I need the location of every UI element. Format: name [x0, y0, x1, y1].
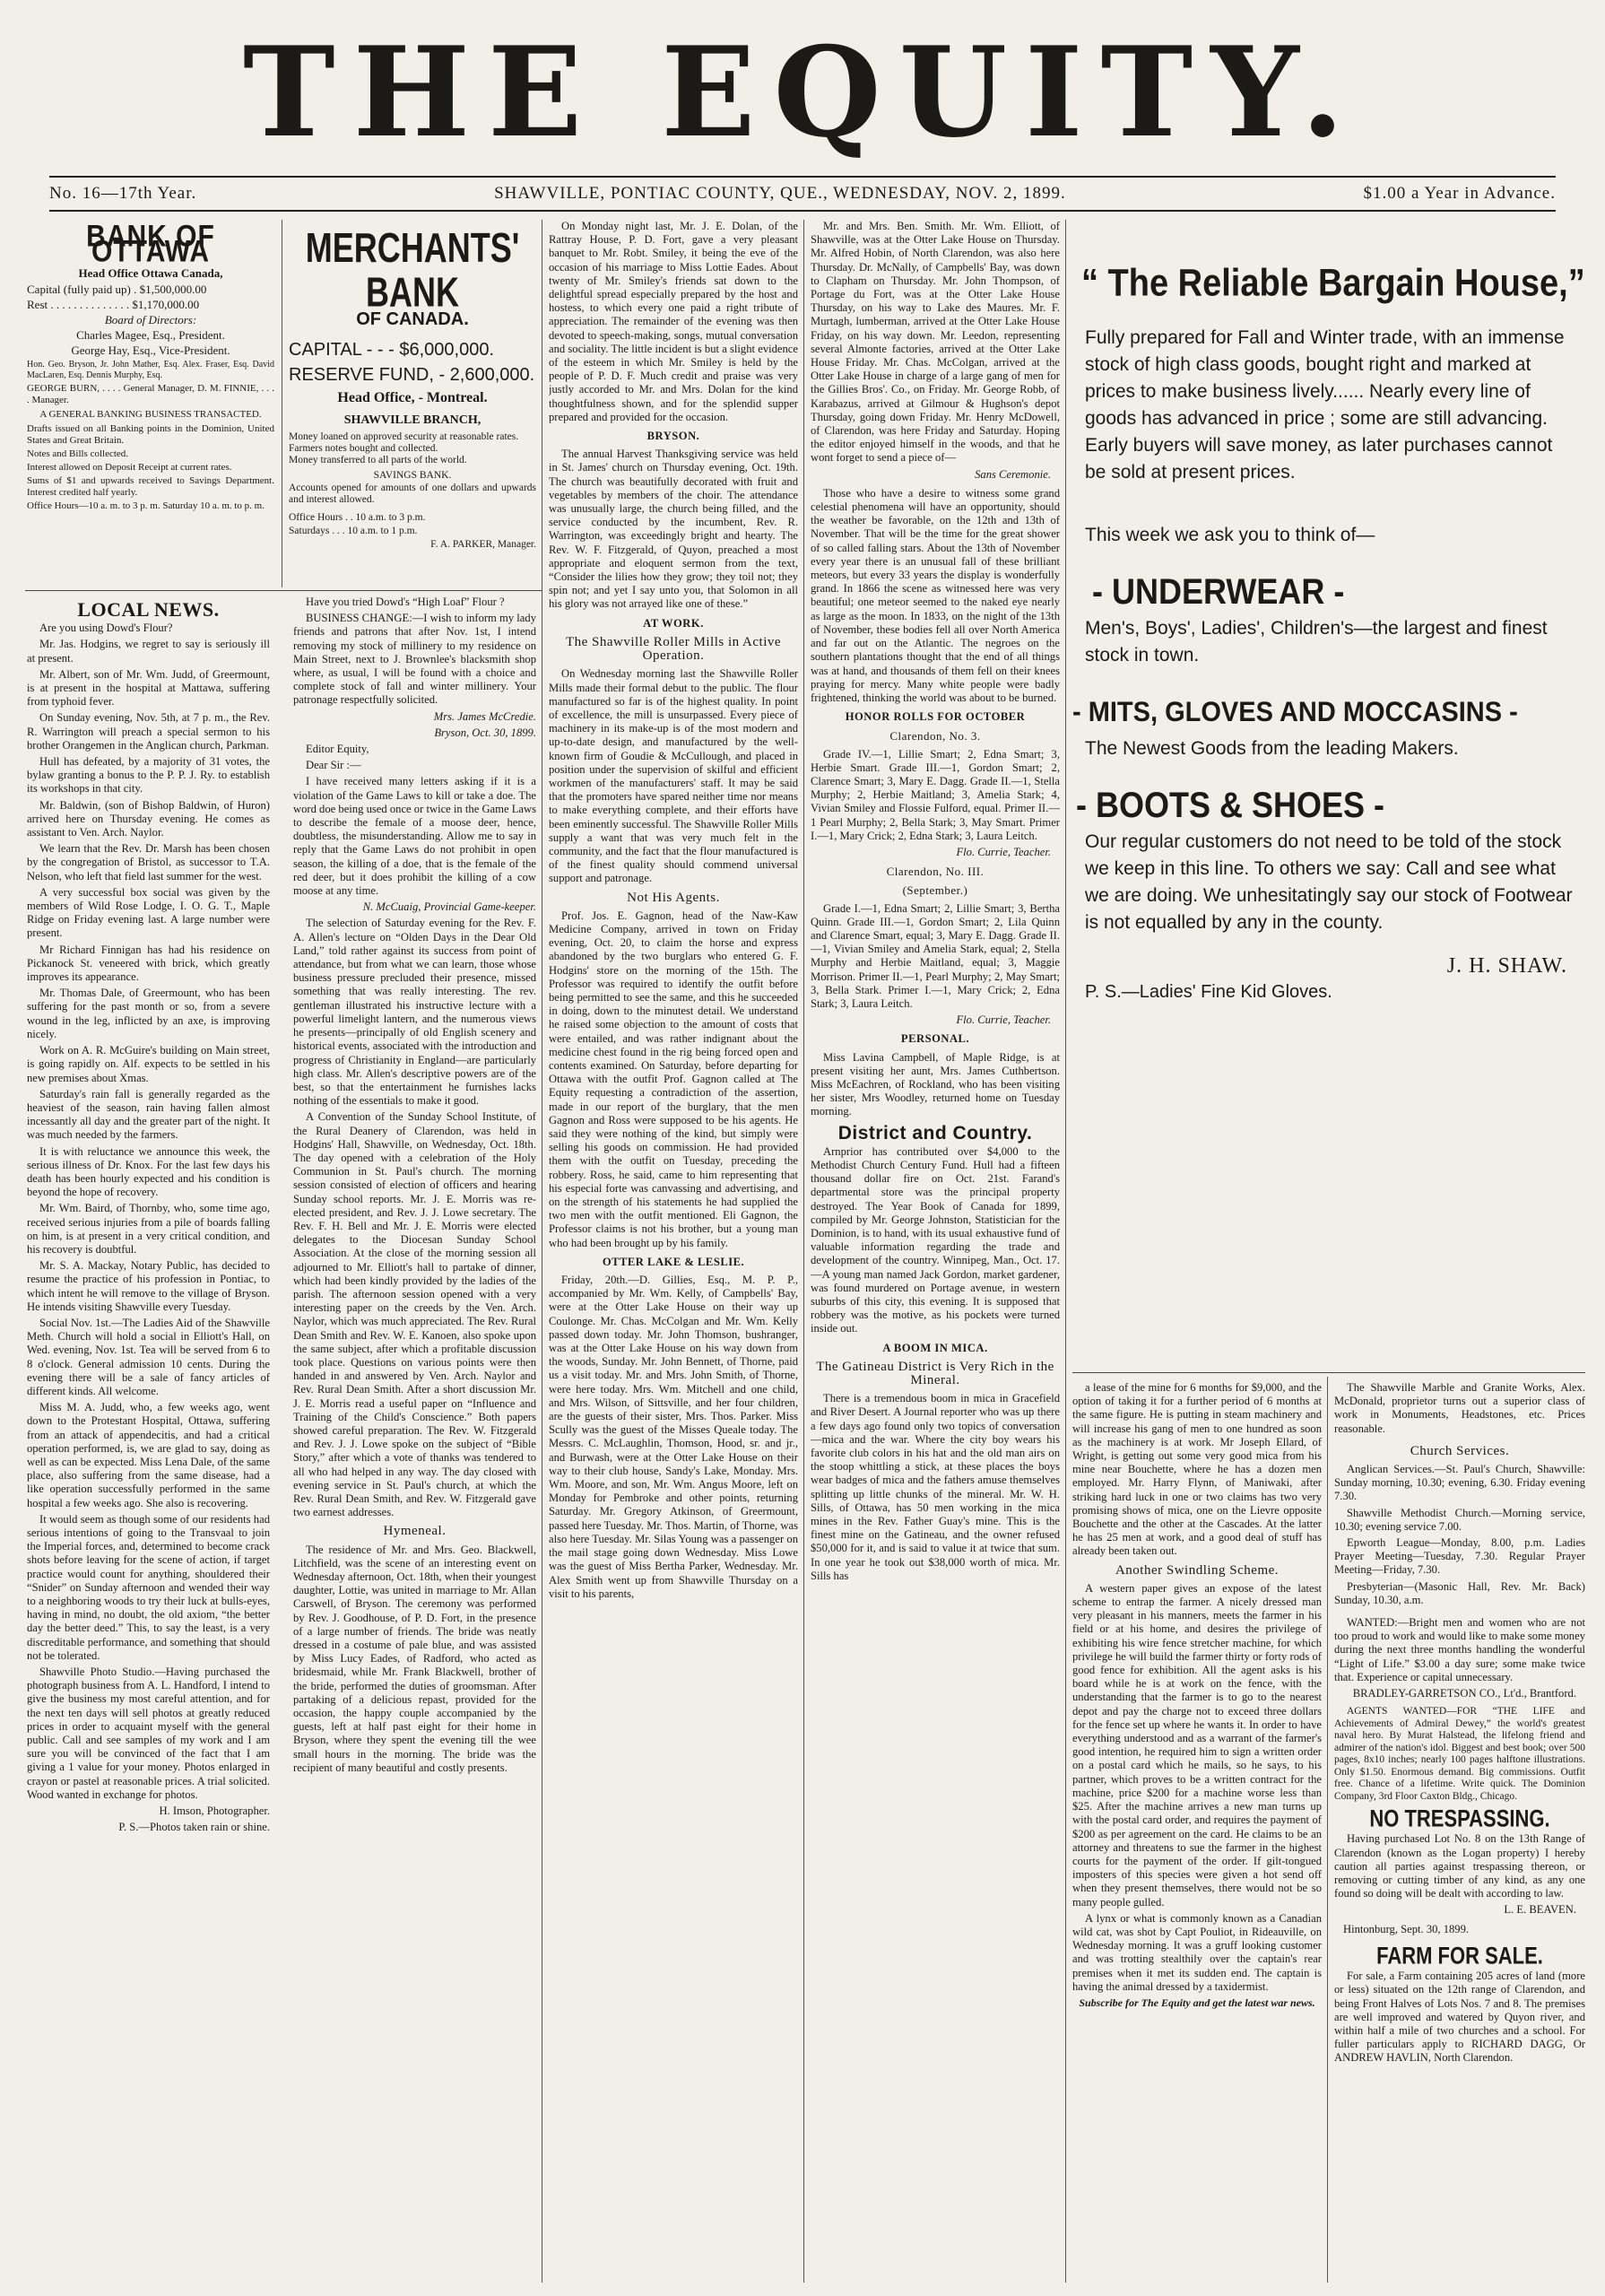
swindle-title: Another Swindling Scheme. — [1115, 1562, 1280, 1578]
banquet-article: On Monday night last, Mr. J. E. Dolan, of the Rattray House, P. D. Fort, gave a very pleasant banquet to Mr. Robt. Smiley, it being the eve of the occasion of his marriage to Miss Lottie Eades. About twenty of Mr. Smiley's friends sat down to the delightful spread especially prepared by the host and hostess, to which every one paid a right tribute of appreciation. The remainder of the evening was then devoted to speech-making, songs, mutual conversation and sociality. The little incident is but a slight evidence of the esteem in which Mr. Smiley is held by the people of P. D. F. Much credit and praise was very justly accorded to Mr. and Mrs. Dolan for the kind thoughtfulness shown, and for the splendid supper prepared and provided for the occasion. — [549, 220, 798, 423]
personal-title: PERSONAL. — [900, 1032, 970, 1046]
bank-ottawa-hours: Office Hours—10 a. m. to 3 p. m. Saturday 10 a. m. to p. m. — [27, 500, 265, 511]
local-news-item: Miss M. A. Judd, who, a few weeks ago, went down to the Protestant Hospital, Ottawa, suffering from an attack of appendecitis, and had a critical operation performed, is, we are glad to say, doing as well as can be expected. Miss Lena Dale, of the same place, also suffering from the same disease, had a like operation successfully performed in the same hospital a few weeks ago. She also is recovering. — [27, 1401, 270, 1509]
shaw-ad-ps: P. S.—Ladies' Fine Kid Gloves. — [1085, 982, 1332, 1003]
column-rule — [1065, 220, 1066, 2283]
shaw-ad-signature: J. H. SHAW. — [1446, 954, 1567, 978]
personal-article: Miss Lavina Campbell, of Maple Ridge, is at present visiting her aunt, Mrs. James Cuthbertson. Miss McEachren, of Rockland, who has been visiting her sister, Mrs Woodley, returned home on Tuesday morning. — [811, 1050, 1060, 1118]
bank-ottawa-board: Board of Directors: — [104, 313, 197, 327]
local-news-item: Mr. Jas. Hodgins, we regret to say is seriously ill at present. — [27, 638, 270, 665]
bank-ottawa-drafts: Drafts issued on all Banking points in the Dominion, United States and Great Britain. — [27, 422, 274, 446]
local-news-item: H. Imson, Photographer. — [159, 1805, 270, 1818]
col2-letter-to: Editor Equity, — [306, 743, 369, 756]
honor-roll-1: Grade IV.—1, Lillie Smart; 2, Edna Smart; 3, Herbie Smart. Grade III.—1, Gordon Smart; 2, Clarence Smart; 3, Mary E. Dagg. Grade II.—1, Stella Murphy; 2, Herbie Maitland; 3, Amelia Stark; 4, Vivian Smiley and Flossie Fulford, equal. Primer II.—1 Pearl Murphy; 2, Bella Stark; 3, May Smart. Primer I.—1, Mary Crick; 2, Edna Stark; 3, Laura Leitch. — [811, 747, 1060, 842]
merchants-bank-ad — [289, 220, 536, 587]
district-title: District and Country. — [837, 1122, 1033, 1144]
col2-lecture: The selection of Saturday evening for the Rev. F. A. Allen's lecture on “Olden Days in the Dear Old Land,” told rather against its success from point of attendance, but from what we can learn, those whose business pressure precluded their presence, missed something that was really interesting. The rev. gentleman illustrated his instructive lecture with a powerful limelight lantern, and the numerous views he presents—principally of old English scenery and historical events, associated with the introduction and progress of Christianity in England—are particularly high class. Mr. Allen's descriptive powers are of the best, so that the entertainment he furnishes lacks nothing of the essentials to make it good. — [293, 917, 536, 1108]
church-title: Church Services. — [1410, 1443, 1510, 1458]
district-article: Arnprior has contributed over $4,000 to the Methodist Church Century Fund. Hull had a fifteen thousand dollar fire on Oct. 21st. Farand's departmental store was the principal property destroyed. The Year Book of Canada for 1899, compiled by Mr. George Johnston, Statistician for the Dominion, is to hand, with its usual exhaustive fund of valuable information regarding the trade and development of the country. Winnipeg, Man., Oct. 17.—A young man named Jack Gordon, market gardener, was found murdered on Portage avenue, in western suburbs of this city, this evening. It is supposed that robbery was the motive, as his pockets were turned inside out. — [811, 1144, 1060, 1335]
col2-letter-dateline: Bryson, Oct. 30, 1899. — [434, 726, 536, 739]
column-six — [1334, 1381, 1585, 2283]
local-news-item: Social Nov. 1st.—The Ladies Aid of the Shawville Meth. Church will hold a social in Elliott's Hall, on Wed. evening, Nov. 1st. Tea will be served from 6 to 8 o'clock. General admission 10 cents. During the evening there will be a sale of fancy articles of different kinds. All welcome. — [27, 1316, 270, 1397]
local-news-item: Are you using Dowd's Flour? — [39, 622, 173, 635]
place-date: SHAWVILLE, PONTIAC COUNTY, QUE., WEDNESDAY, NOV. 2, 1899. — [494, 184, 1066, 203]
local-news-item: It is with reluctance we announce this week, the serious illness of Dr. Knox. For the last few days his death has been hourly expected and his condition is beyond the hope of recovery. — [27, 1144, 270, 1199]
lynx-article: A lynx or what is commonly known as a Canadian wild cat, was shot by Capt Pouliot, in Rideauville, on Wednesday morning. It was a gruff looking customer and was trotting stealthily over the captain's rear premises when it met its sudden end. The captain is having the animal dressed by a taxidermist. — [1072, 1911, 1322, 1993]
wanted-ad: WANTED:—Bright men and women who are not too proud to work and would like to make some money during the next three months handling the wonderful “Light of Life.” $3.00 a day sure; some make twice that. Experience or capital unnecessary. — [1334, 1616, 1585, 1683]
bank-of-ottawa-ad — [27, 220, 274, 587]
mica-title: A BOOM IN MICA. — [882, 1341, 988, 1354]
local-news-item: Mr Richard Finnigan has had his residence on Pickanock St. veneered with brick, which greatly improves its appearance. — [27, 943, 270, 984]
col2-letter-sign: N. McCuaig, Provincial Game-keeper. — [362, 900, 536, 914]
farm-sale-title: FARM FOR SALE. — [1376, 1942, 1543, 1970]
bank-ottawa-manager: GEORGE BURN, . . . . General Manager, D. M. FINNIE, . . . . Manager. — [27, 382, 274, 405]
local-news-item: Mr. Albert, son of Mr. Wm. Judd, of Greermount, is at present in the hospital at Mattawa, suffering from typhoid fever. — [27, 667, 270, 709]
mica-continued: a lease of the mine for 6 months for $9,000, and the option of taking it for a further period of 6 months at the same figure. He is putting in steam machinery and will increase his gang of men to one hundred as soon as the machinery is at work. Mr Joseph Ellard, of Wright, is getting out some very good mica from his mine near Bouchette, where he has a dozen men employed. Mr. Harry Flynn, of Maniwaki, after striking hard luck in one or two claims has two very promising shows of mica, one on the Lievre opposite Bouchette and the other at the Cascades. At the latter he has 25 men at work, and a good deal of stuff has already been taken out. — [1072, 1381, 1322, 1558]
shaw-ad-boots-text: Our regular customers do not need to be told of the stock we keep in this line. To others we say: Call and see what we are doing. We unhesitatingly say our stock of Footwear is not equalled by any in the county. — [1085, 831, 1573, 933]
issue-number: No. 16—17th Year. — [49, 184, 197, 203]
merchants-bank-sub: OF CANADA. — [356, 309, 469, 329]
mica-subtitle: The Gatineau District is Very Rich in the Mineral. — [816, 1359, 1054, 1388]
local-news-item: Hull has defeated, by a majority of 31 votes, the bylaw granting a bonus to the P. P. J. Ry. to establish its workshops in that city. — [27, 755, 270, 796]
honor-sub-1: Clarendon, No. 3. — [889, 729, 981, 744]
trespass-date: Hintonburg, Sept. 30, 1899. — [1343, 1922, 1470, 1935]
local-news-item: A very successful box social was given by the members of Wild Rose Lodge, I. O. G. T., Maple Ridge on Friday evening last. A large number were present. — [27, 885, 270, 940]
col2-letter: I have received many letters asking if it is a violation of the Game Laws to kill or take a doe. The word doe being used once or twice in the Game Laws to describe the female of a moose deer, hence, doubtless, the misunderstanding. Allow me to say in reply that the Game Laws do not prohibit in open season, the killing of a doe, that is the female of the red deer, but it does prohibit the killing of a cow moose at any time. — [293, 775, 536, 898]
shaw-ad-boots: - BOOTS & SHOES - — [1076, 784, 1385, 825]
bank-ottawa-sums: Sums of $1 and upwards received to Savings Department. Interest credited half yearly. — [27, 474, 274, 498]
otter-lake-article: Friday, 20th.—D. Gillies, Esq., M. P. P., accompanied by Mr. Wm. Kelly, of Campbells' Bay, were at the Otter Lake House on their way up Coulonge. Mr. Chas. McColgan and Mr. Wm. Kelly passed down today. Mr. John Thomson, bushranger, was at the Otter Lake House on his way down from the woods, Sunday. Mr. John Bennett, of Thorne, paid us a visit today. Mr. and Mrs. John Smith, of Thorne, were here today. Mrs. Wm. Mitchell and one child, and Mrs. Wilson, of Sittsville, and her four children, are the guests of their sister, Mrs. Thos. Parker. Miss Scully was the guest of the Misses Queale today. The Messrs. C. McLaughlin, Thomson, Hood, sr. and jr., and Burwash, were at the Otter Lake House on their way to their club house, Sandy's Lake, Monday. Mrs. Wm. Moore, and son, Mr. Wm. Angus Moore, left on Monday for Pembroke and other points, returning Saturday. Mr. Gregory Atkinson, of Greermount, passed here Tuesday. Mr. Thos. Martin, of Thorne, was also here Tuesday. Mr. Silas Young was a passenger on the mail stage going down Wednesday. Miss Lowe was the guest of Miss Bertha Parker, Wednesday. Mr. Alex Smith went up from Shawville Thursday on a visit to his parents, — [549, 1274, 798, 1600]
atwork-title: AT WORK. — [643, 616, 704, 630]
merchants-bank-hours: Office Hours . . 10 a.m. to 3 p.m. — [289, 511, 426, 523]
merchants-bank-line: Accounts opened for amounts of one dollars and upwards and interest allowed. — [289, 482, 536, 505]
local-news-item: Work on A. R. McGuire's building on Main street, is going rapidly on. Alf. expects to be settled in his new premises about Xmas. — [27, 1044, 270, 1084]
honor-sign-1: Flo. Currie, Teacher. — [956, 845, 1051, 858]
bank-ottawa-head-office: Head Office Ottawa Canada, — [78, 266, 223, 281]
bryson-title: BRYSON. — [646, 430, 700, 443]
subscription-price: $1.00 a Year in Advance. — [1363, 184, 1556, 203]
local-news-item: P. S.—Photos taken rain or shine. — [118, 1821, 270, 1834]
merchants-bank-savings: SAVINGS BANK. — [373, 469, 452, 481]
merchants-bank-manager: F. A. PARKER, Manager. — [430, 539, 536, 551]
local-news-item: Saturday's rain fall is generally regarded as the heaviest of the season, rain having fallen almost incessantly all day and the greater part of the night. It was much needed by the farmers. — [27, 1087, 270, 1142]
church-methodist: Shawville Methodist Church.—Morning service, 10.30; evening service 7.00. — [1334, 1506, 1585, 1533]
local-news-item: Mr. Wm. Baird, of Thornby, who, some time ago, received serious injuries from a pile of boards falling on him, is at present in a very critical condition, and his recovery is doubtful. — [27, 1202, 270, 1256]
bank-ottawa-interest: Interest allowed on Deposit Receipt at current rates. — [27, 461, 232, 473]
subscribe-notice: Subscribe for The Equity and get the latest war news. — [1079, 1996, 1315, 2009]
bank-ottawa-notes: Notes and Bills collected. — [27, 448, 129, 459]
merchants-bank-title: MERCHANTS' BANK — [305, 223, 520, 316]
shaw-ad-title: “ The Reliable Bargain House,” — [1081, 262, 1585, 305]
merchants-bank-line: Money loaned on approved security at reasonable rates. — [289, 430, 519, 442]
local-news-title: LOCAL NEWS. — [77, 598, 220, 621]
jh-shaw-ad — [1072, 224, 1585, 1368]
col2-business-change: BUSINESS CHANGE:—I wish to inform my lady friends and patrons that after Nov. 1st, I intend removing my stock of millinery to my residence on Main Street, next to J. Brownlee's blacksmith shop where, as usual, I will be found with a choice and complete stock of fall and winter millinery. Your patronage respectfully solicited. — [293, 612, 536, 707]
merchants-bank-head-office: Head Office, - Montreal. — [337, 390, 488, 406]
column-rule — [803, 220, 804, 2283]
merchants-bank-capital: CAPITAL - - - $6,000,000. — [289, 340, 494, 361]
bank-ottawa-business: A GENERAL BANKING BUSINESS TRANSACTED. — [39, 408, 262, 420]
agents-wanted-ad: AGENTS WANTED—FOR “THE LIFE and Achievements of Admiral Dewey,” the world's greatest naval hero. By Murat Halstead, the lifelong friend and admirer of the nation's idol. Biggest and best book; over 500 pages, 8x10 inches; nearly 100 pages halftone illustrations. Only $1.50. Enormous demand. Big commissions. Outfit free. Chance of a lifetime. Write quick. The Dominion Company, 3rd Floor Caxton Bldg., Chicago. — [1334, 1706, 1585, 1802]
dateline — [49, 176, 1556, 212]
trespass-sign: L. E. BEAVEN. — [1504, 1903, 1576, 1917]
local-news-item: Shawville Photo Studio.—Having purchased the photograph business from A. L. Handford, I intend to give the business my most careful attention, and for the next ten days will sell photos at greatly reduced prices in order to acquaint myself with the general public. Call and see samples of my work and I am sure you will be convinced of the fact that I am giving a 1 value for your money. Photos enlarged in crayon or pastel at reasonable prices. A trial solicited. Wood wanted in exchange for photos. — [27, 1665, 270, 1801]
atwork-subtitle: The Shawville Roller Mills in Active Operation. — [565, 634, 782, 664]
bank-ottawa-vice: George Hay, Esq., Vice-President. — [71, 344, 230, 358]
farm-sale-text: For sale, a Farm containing 205 acres of land (more or less) situated on the 12th range of Clarendon, and being Front Halves of Lots Nos. 7 and 8. The premises are well improved and watered by Quyon river, and within half a mile of two churches and a school. For fuller particulars apply to RICHARD DAGG, Or ANDREW HAVLIN, North Clarendon. — [1334, 1970, 1585, 2065]
masthead-title: THE EQUITY. — [242, 19, 1363, 165]
bank-ottawa-capital: Capital (fully paid up) . $1,500,000.00 — [27, 282, 207, 296]
atwork-article: On Wednesday morning last the Shawville Roller Mills made their formal debut to the public. The flour manufactured so far is of the highest quality. In point of excellence, the mill is unsurpassed. Every piece of machinery in its make-up is of the most modern and up-to-date design, and manufactured by the well-known firm of Goudie & McCullough, and placed in position under the supervision of skilful and efficient workmen of the manufacturers' staff. It may be said that the promoters have spared neither time nor means to make everything complete, and their efforts have been eminently successful. The Shawville Roller Mills supply a want that was very much felt in the community, and the fact that the flour manufactured is of the finest quality should commend universal support and patronage. — [549, 667, 798, 885]
column-five — [1072, 1381, 1322, 2283]
meteor-article: Those who have a desire to witness some grand celestial phenomena will have an opportunity, should the weather be favorable, on the 12th and 13th of November. That will be the time for the great shower of so called falling stars. About the 13th of November every year there is an unusual fall of these brilliant meteors, but every 33 years the display is wonderfully grand. In 1866 the scene as witnessed here was very beautiful; one meteor seemed to the naked eye nearly as large as the moon. In 1833, on the night of the 13th of November, these bodies fell all over North America and far out on the Atlantic. The negroes on the southern plantations thought that the end of all things was at hand, and thousands of them fell on their knees praying for mercy. Many white people were badly frightened, thinking the world was about to be burned. — [811, 486, 1060, 704]
wanted-sign: BRADLEY-GARRETSON CO., Lt'd., Brantford. — [1352, 1687, 1576, 1700]
honor-rolls-title: HONOR ROLLS FOR OCTOBER — [845, 710, 1026, 724]
church-epworth: Epworth League—Monday, 8.00, p.m. Ladies Prayer Meeting—Tuesday, 7.30. Regular Prayer Meeting—Friday, 7.30. — [1334, 1536, 1585, 1577]
col2-hymeneal: The residence of Mr. and Mrs. Geo. Blackwell, Litchfield, was the scene of an interesting event on Wednesday afternoon, Oct. 18th, when their youngest daughter, Lottie, was united in marriage to Mr. Allan Carswell, of Bryson. The ceremony was performed by Rev. J. Goodhouse, of P. D. Fort, in the presence of a large number of friends. The bride was neatly dressed in a costume of pale blue, and was assisted by Miss Lucy Eades, of Radford, who acted as bridesmaid, while Mr. Frank Blackwell, brother of the bride, performed the duties of groomsman. After partaking of a delicious repast, provided for the occasion, the happy couple accompanied by the guests, left at half past eight for their home in Bryson, where they spent the evening till the wee small hours in the morning. The bride was the recipient of many beautiful and costly presents. — [293, 1543, 536, 1774]
otter-lake-cont: Mr. and Mrs. Ben. Smith. Mr. Wm. Elliott, of Shawville, was at the Otter Lake House on Thursday. Mr. Alfred Hobin, of North Clarendon, was also here Thursday. Dr. McNally, of Campbells' Bay, was down to Clapham on Thursday. Mr. John Thompson, of Portage du Fort, was at the Otter Lake House Thursday, on his way to Lake des Maures. Mr. F. Murtagh, lumberman, arrived at the Otter Lake House Friday, on his way down. Mr. Leedon, representing several Almonte factories, arrived at the Otter Lake House Friday. Mr. Chas. McColgan, arrived at the Otter Lake House in charge of a large gang of men for the Gillies Bros'. Co., on Friday. Mr. George Robb, of Karabazus, arrived at Gilmour & Hughson's depot Thursday, going down Friday. Mr. Henry McDowell, of Clarendon, was here Friday and Saturday. Hoping the editor enjoyed himself in the woods, and that he wont forget to send a piece of— — [811, 220, 1060, 465]
sans-ceremonie-sign: Sans Ceremonie. — [975, 467, 1051, 481]
bryson-article: The annual Harvest Thanksgiving service was held in St. James' church on Thursday evening, Oct. 19th. The church was beautifully decorated with fruit and vegetables by members of the choir. The attendance was unusually large, the church being filled, and the service conducted by the incumbent, Rev. R. Warrington, was exceedingly bright and hearty. The Rev. W. F. Fitzgerald, of Quyon, preached a most appropriate and eloquent sermon from the text, “Consider the lilies how they grow; they toil not; they spin not; and yet I say unto you, that Solomon in all his glory was not arrayed like one of these.” — [549, 448, 798, 611]
mica-article: There is a tremendous boom in mica in Gracefield and River Desert. A Journal reporter who was up there a few days ago found only two topics of conversation—mica and the war. Where the city boy wears his favorite club colors in his hat and the old man airs on the stoop whittling a stick, at these places the boys wear badges of mica and the fathers amuse themselves splitting up little chunks of the mineral. Mr. W. H. Sills, of Ottawa, has 50 men working in the mica mines in the Rev. Father Guay's mine. This is the finest mine on the Gatineau, and the owner refused $50,000 for it, and is said to value it at twice that sum. In one year he took out $38,000 worth of mica. Mr. Sills has — [811, 1392, 1060, 1582]
agents-article: Prof. Jos. E. Gagnon, head of the Naw-Kaw Medicine Company, arrived in town on Friday evening, Oct. 20, to claim the horse and express abandoned by the two burglars who entered G. F. Hodgins' store on the morning of the 15th. The Professor was required to identify the outfit before being permitted to see the same, and this he succeeded in doing, down to the minutest detail. We understand he raised some objection to the amount of costs that were entailed, and was rather indignant about the medicine chest found in the rig being forced open and contents examined. On Saturday, before departing for Ottawa with the outfit Prof. Gagnon called at The Equity requesting a contradiction of the assertion, made in our report of the burglary, that the men Gagnon and Ross were supposed to be his agents. He said they were nothing of the kind, but simply were selling his goods on commission. He had provided them with the outfit on Tuesday, preceding the robbery. Ross, he said, came to him representing that his especial forte was canvassing and advertising, and on the strength of his statements he had supplied the two men with the outfit mentioned. Eli Gagnon, the Professor claims is not his brother, but a young man who had been brought up by his family. — [549, 909, 798, 1249]
shaw-ad-underwear: - UNDERWEAR - — [1092, 570, 1345, 612]
bank-ottawa-directors: Hon. Geo. Bryson, Jr. John Mather, Esq. Alex. Fraser, Esq. David MacLaren, Esq. Dennis Murphy, Esq. — [27, 359, 274, 380]
merchants-bank-line: Money transferred to all parts of the world. — [289, 454, 467, 465]
col2-letter-dear: Dear Sir :— — [306, 759, 361, 772]
col2-hymeneal-title: Hymeneal. — [383, 1524, 447, 1539]
shaw-ad-mits-text: The Newest Goods from the leading Makers. — [1085, 738, 1459, 759]
shaw-ad-underwear-text: Men's, Boys', Ladies', Children's—the largest and finest stock in town. — [1085, 618, 1548, 665]
merchants-bank-branch: SHAWVILLE BRANCH, — [343, 413, 482, 428]
merchants-bank-hours: Saturdays . . . 10 a.m. to 1 p.m. — [289, 526, 418, 537]
church-presbyterian: Presbyterian—(Masonic Hall, Rev. Mr. Back) Sunday, 10.30, a.m. — [1334, 1579, 1585, 1606]
col2-business-sign: Mrs. James McCredie. — [433, 709, 536, 723]
column-three — [549, 220, 798, 2283]
local-news-item: On Sunday evening, Nov. 5th, at 7 p. m., the Rev. R. Warrington will preach a special sermon to his brother Orangemen in the Anglican church, Parkman. — [27, 711, 270, 752]
shaw-ad-mits: - MITS, GLOVES AND MOCCASINS - — [1072, 696, 1518, 728]
honor-sign-2: Flo. Currie, Teacher. — [956, 1013, 1051, 1027]
marble-works-ad: The Shawville Marble and Granite Works, Alex. McDonald, proprietor turns out a superior class of work in Monuments, Headstones, etc. Prices reasonable. — [1334, 1381, 1585, 1435]
col2-dowd-flour: Have you tried Dowd's “High Loaf” Flour ? — [306, 596, 505, 608]
local-news-list — [27, 596, 536, 1834]
section-rule — [25, 590, 542, 591]
church-anglican: Anglican Services.—St. Paul's Church, Shawville: Sunday morning, 10.30; evening, 6.30. Friday evening 7.30. — [1334, 1463, 1585, 1503]
local-news — [27, 596, 536, 2282]
local-news-item: Mr. Baldwin, (son of Bishop Baldwin, of Huron) arrived here on Thursday evening. He comes as assistant to Ven. Arch. Naylor. — [27, 798, 270, 839]
swindle-article: A western paper gives an expose of the latest scheme to entrap the farmer. A nicely dressed man very pleasant in his manners, meets the farmer in his field or at his home, and desires the privilege of exhibiting his wire fence stretcher machine, for which privilege he will build the farmer thirty or forty rods of good fence for exhibition. All the agent asks is his board while he is at work on the fence, with the understanding that the farmer is to go to the nearest depot and pay the charge not to exceed three dollars for the fence set up where he wants it. In order to have everything understood and as a warrant of the farmer's good intention, he required him to sign a written order on a postal card which he mails, so he says, to his partner, which proves to be a written contract for the machine, price $200 for a machine worse less than $25. After the machine arrives a new man turns up with the postal card order, and requires the payment of $200 as per agreement on the card. He claims to be an attorney and threatens to sue the farmer in the highest courts for the payment of the order. If gilt-tongued imposters of this species were given a hot send off when they present themselves, there would not be so many people gulled. — [1072, 1581, 1322, 1909]
bank-ottawa-title: BANK OF OTTAWA — [86, 220, 215, 269]
otter-lake-title: OTTER LAKE & LESLIE. — [602, 1255, 745, 1268]
shaw-ad-intro: Fully prepared for Fall and Winter trade, with an immense stock of high class goods, bought right and marked at prices to make business lively...... Nearly every line of goods has advanced in price ; some are still advancing. Early buyers will save money, as later purchases cannot be sold at present prices. — [1085, 327, 1565, 483]
bank-ottawa-rest: Rest . . . . . . . . . . . . . . $1,170,000.00 — [27, 297, 200, 311]
honor-roll-2: Grade I.—1, Edna Smart; 2, Lillie Smart; 3, Bertha Quinn. Grade III.—1, Gordon Smart; 2, Lila Quinn and Clarence Smart, equal; 3, Mary E. Dagg. Grade II.—1, Vivian Smiley and Amelia Stark, equal; 2, Stella Murphy and Herbie Maitland, equal; 3, Maggie Morrison. Primer II.—1, Pearl Murphy; 2, May Smart; 3, Bella Stark. Primer I.—1, Mary Crick; 2, Edna Stark; 3, Laura Leitch. — [811, 901, 1060, 1010]
col2-convention: A Convention of the Sunday School Institute, of the Rural Deanery of Clarendon, was held in Hodgins' Hall, Shawville, on Wednesday, Oct. 18th. The day opened with a celebration of the Holy Communion in St. Paul's church. The morning session consisted of election of officers and hearing Sunday school reports. Mr. J. E. Morris was re-elected president, and Rev. J. J. Lowe secretary. The Rev. F. H. Bell and Mr. J. E. Morris were elected delegates to the Diocesan Sunday School Association. At the close of the morning session all adjourned to Mr. Elliott's hall to partake of dinner, which had been kindly provided by the ladies of the parish. The afternoon session opened with a very interesting paper on the creeds by the Ven. Arch. Naylor, which was much appreciated. The Rev. Rural Dean Smith and Rev. W. E. Kanoen, also spoke upon the same subject, after which a profitable discussion took place. Questions on various points were then handed in and answered by Ven. Arch. Naylor and Rev. Rural Dean Smith. After a short discussion Mr. J. E. Morris read a useful paper on “Influence and Training of the Child's Conscience.” Both papers showed careful preparation. The Rev. W. Fitzgerald and Rev. J. J. Lowe spoke on the subject of “Bible Story,” after which a vote of thanks was tendered to all who had helped in any way. The day closed with evening service in St. Paul's church, at which the Rev. Rural Dean Smith, and Rev. W. Fitzgerald gave two earnest addresses. — [293, 1110, 536, 1519]
section-rule — [1072, 1372, 1585, 1373]
local-news-item: Mr. Thomas Dale, of Greermount, who has been suffering for the past month or so, from a severe wound in the leg, inflicted by an axe, is improving nicely. — [27, 987, 270, 1040]
local-news-item: We learn that the Rev. Dr. Marsh has been chosen by the congregation of Bristol, as successor to T.A. Nelson, who left that field last summer for the west. — [27, 842, 270, 883]
local-news-item: It would seem as though some of our residents had serious intentions of going to the Transvaal to join the Imperial forces, and, determined to become crack shots before leaving for the scene of action, if target practice would count for anything, shouldered their “Snider” on Sunday afternoon and wended their way to a neighboring woods to try their luck at bulls-eyes, having in mind, no doubt, the old axiom, “the better day the better deed.” This, to say the least, is a very discreditable performance, and something that should not be tolerated. — [27, 1512, 270, 1662]
honor-sub-2b: (September.) — [902, 883, 968, 898]
shaw-ad-week: This week we ask you to think of— — [1085, 525, 1375, 545]
agents-title: Not His Agents. — [627, 890, 720, 905]
merchants-bank-line: Farmers notes bought and collected. — [289, 442, 438, 454]
no-trespassing-title: NO TRESPASSING. — [1369, 1805, 1550, 1832]
column-rule — [1327, 1377, 1328, 2283]
honor-sub-2: Clarendon, No. III. — [886, 865, 985, 879]
column-four — [811, 220, 1060, 2283]
bank-ottawa-president: Charles Magee, Esq., President. — [76, 328, 225, 343]
no-trespassing-text: Having purchased Lot No. 8 on the 13th Range of Clarendon (known as the Logan property) I hereby caution all parties against trespassing thereon, or removing or cutting timber of any kind, as any one found so doing will be dealt with according to law. — [1334, 1832, 1585, 1900]
local-news-item: Mr. S. A. Mackay, Notary Public, has decided to resume the practice of his profession in Pontiac, to which intent he will remove to the village of Bryson. He intends visiting Shawville every Tuesday. — [27, 1259, 270, 1313]
merchants-bank-reserve: RESERVE FUND, - 2,600,000. — [289, 365, 535, 386]
